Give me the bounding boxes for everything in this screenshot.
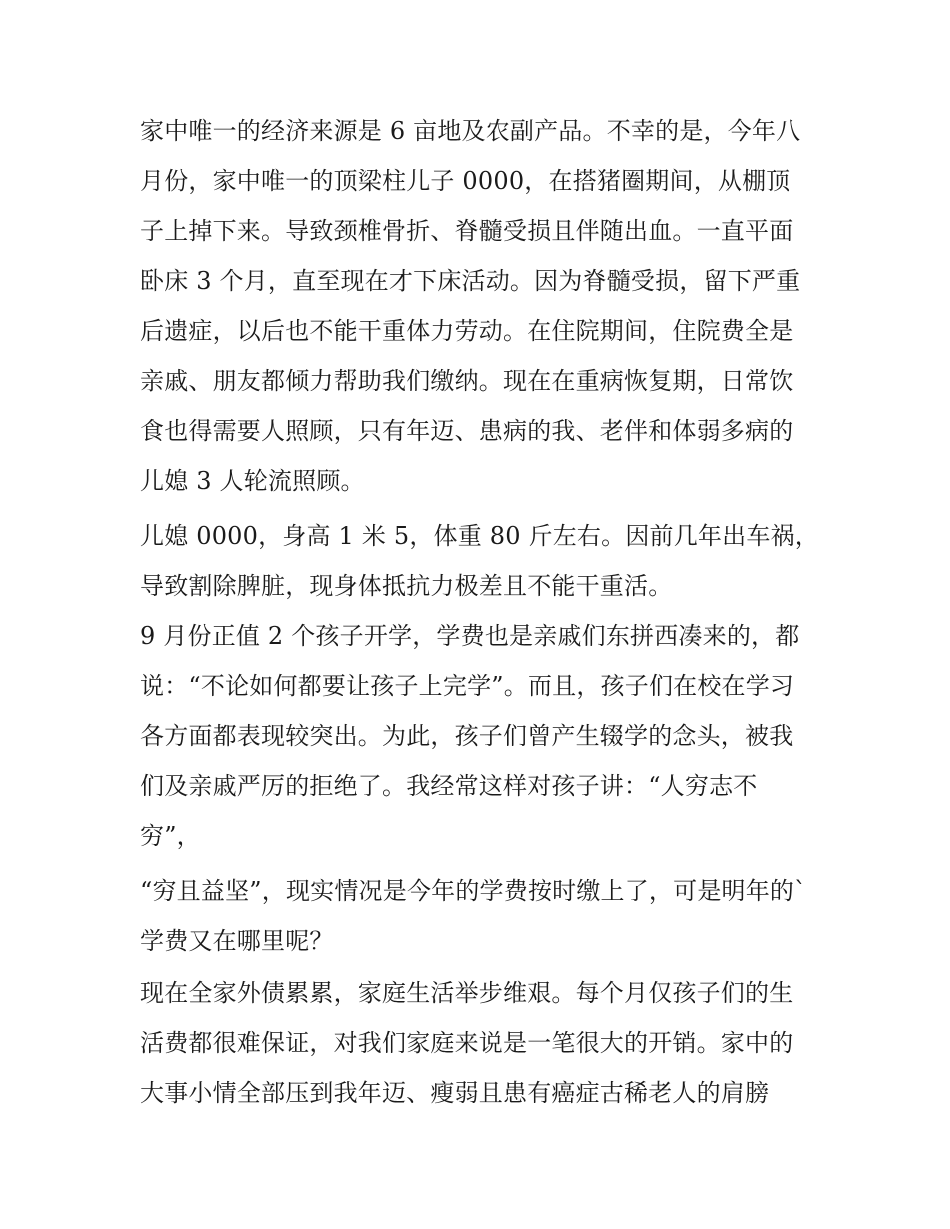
text-line: 学费又在哪里呢？ [140,927,334,955]
text-line: 9 月份正值 2 个孩子开学，学费也是亲戚们东拼西凑来的，都 [140,622,800,650]
text-line: 卧床 3 个月，直至现在才下床活动。因为脊髓受损，留下严重 [140,267,801,295]
text-line: 子上掉下来。导致颈椎骨折、脊髓受损且伴随出血。一直平面 [140,217,794,245]
text-line: 后遗症，以后也不能干重体力劳动。在住院期间，住院费全是 [140,317,794,345]
text-line: 月份，家中唯一的顶梁柱儿子 0000，在搭猪圈期间，从棚顶 [140,167,791,195]
text-line: 说：“不论如何都要让孩子上完学”。而且，孩子们在校在学习 [140,672,795,700]
text-line: “穷且益坚”，现实情况是今年的学费按时缴上了，可是明年的` [140,877,807,905]
text-line: 各方面都表现较突出。为此，孩子们曾产生辍学的念头，被我 [140,722,794,750]
text-line: 现在全家外债累累，家庭生活举步维艰。每个月仅孩子们的生 [140,979,794,1007]
text-line: 食也得需要人照顾，只有年迈、患病的我、老伴和体弱多病的 [140,417,794,445]
text-line: 儿媳 0000，身高 1 米 5，体重 80 斤左右。因前几年出车祸， [140,522,819,550]
text-line: 穷”， [140,822,201,850]
text-line: 家中唯一的经济来源是 6 亩地及农副产品。不幸的是，今年八 [140,117,801,145]
text-line: 导致割除脾脏，现身体抵抗力极差且不能干重活。 [140,572,673,600]
text-line: 活费都很难保证，对我们家庭来说是一笔很大的开销。家中的 [140,1029,794,1057]
text-line: 儿媳 3 人轮流照顾。 [140,467,365,495]
text-line: 亲戚、朋友都倾力帮助我们缴纳。现在在重病恢复期，日常饮 [140,367,794,395]
text-line: 大事小情全部压到我年迈、瘦弱且患有癌症古稀老人的肩膀 [140,1079,770,1107]
text-line: 们及亲戚严厉的拒绝了。我经常这样对孩子讲：“人穷志不 [140,772,758,800]
